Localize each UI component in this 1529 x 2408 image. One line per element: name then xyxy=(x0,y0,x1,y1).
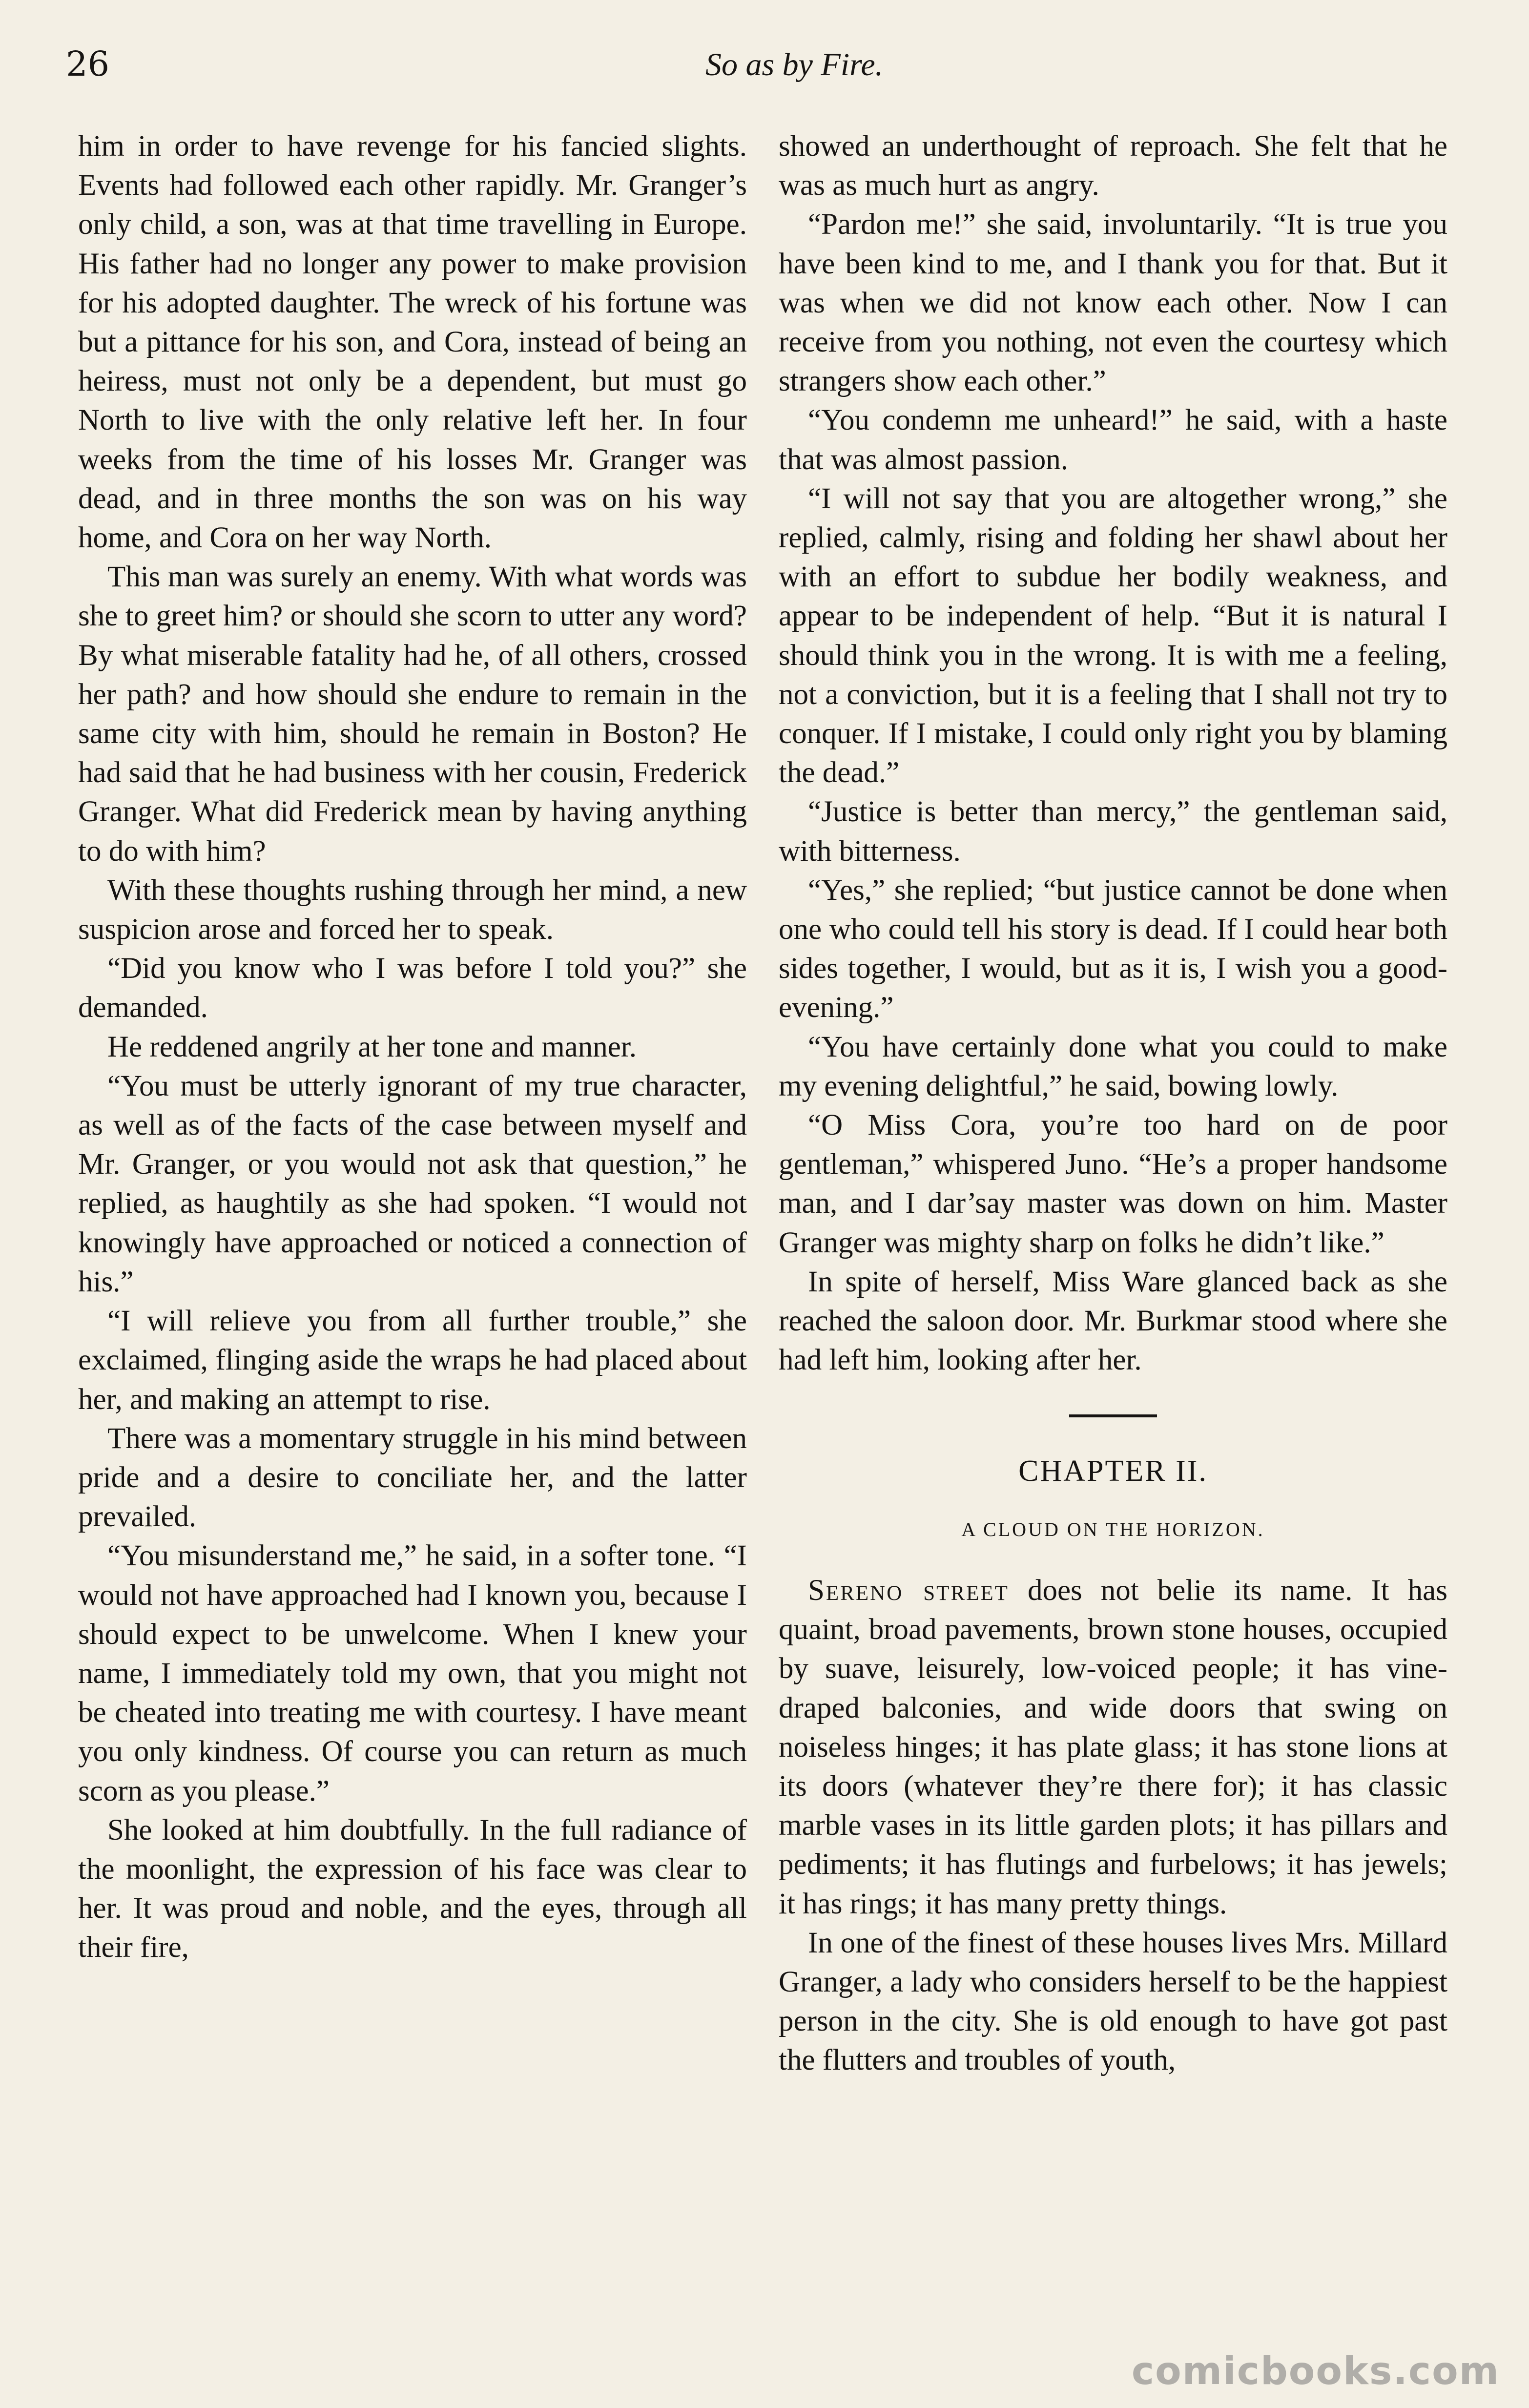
paragraph: “You must be utterly ignorant of my true character, as well as of the facts of the case between myself and Mr. Granger, or you would not ask that question,” he replied, as haughtily as she had spoken. “I would not knowingly have approached or noticed a connection of his.” xyxy=(78,1069,747,1298)
paragraph: him in order to have revenge for his fancied slights. Events had followed each other rapidly. Mr. Granger’s only child, a son, was at that time travelling in Europe. His father had no longer any power to make provision for his adopted daughter. The wreck of his fortune was but a pittance for his son, and Cora, instead of being an heiress, must not only be a dependent, but must go North to live with the only relative left her. In four weeks from the time of his losses Mr. Granger was dead, and in three months the son was on his way home, and Cora on her way North. xyxy=(78,130,747,555)
paragraph: “Justice is better than mercy,” the gentleman said, with bitterness. xyxy=(779,795,1447,868)
paragraph: “You condemn me unheard!” he said, with a haste that was almost passion. xyxy=(779,404,1447,476)
paragraph: “I will relieve you from all further trouble,” she exclaimed, flinging aside the wraps he had placed about her, and making an attempt to rise. xyxy=(78,1305,747,1416)
paragraph: “Did you know who I was before I told you?” she demanded. xyxy=(78,952,747,1024)
paragraph: “You have certainly done what you could to make my evening delightful,” he said, bowing lowly. xyxy=(779,1030,1447,1102)
paragraph: “I will not say that you are altogether wrong,” she replied, calmly, rising and folding her shawl about her with an effort to subdue her bodily weakness, and appear to be independent of help. “But it is natural I should think you in the wrong. It is with me a feeling, not a conviction, but it is a feeling that I shall not try to conquer. If I mistake, I could only right you by blaming the dead.” xyxy=(779,482,1447,789)
paragraph: This man was surely an enemy. With what words was she to greet him? or should she scorn to utter any word? By what miserable fatality had he, of all others, crossed her path? and how should she endure to remain in the same city with him, should he remain in Boston? He had said that he had business with her cousin, Frederick Granger. What did Frederick mean by having anything to do with him? xyxy=(78,560,747,868)
paragraph: In one of the finest of these houses lives Mrs. Millard Granger, a lady who considers herself to be the happiest person in the city. She is old enough to have got past the flutters and troubles of youth, xyxy=(779,1926,1447,2077)
running-head xyxy=(66,39,1443,98)
watermark: comicbooks.com xyxy=(1131,2349,1500,2393)
page-number: 26 xyxy=(66,44,110,84)
paragraph: “You misunderstand me,” he said, in a softer tone. “I would not have approached had I known you, because I should expect to be unwelcome. When I knew your name, I immediately told my own, that you might not be cheated into treating me with courtesy. I have meant you only kindness. Of course you can return as much scorn as you please.” xyxy=(78,1539,747,1807)
paragraph: He reddened angrily at her tone and manner. xyxy=(107,1030,637,1063)
paragraph: “Pardon me!” she said, involuntarily. “It is true you have been kind to me, and I thank you for that. But it was when we did not know each other. Now I can receive from you nothing, not even the courtesy which strangers show each other.” xyxy=(779,208,1447,398)
chapter-first-paragraph xyxy=(779,1571,1447,1924)
paragraph: She looked at him doubtfully. In the full radiance of the moonlight, the expression of his face was clear to her. It was proud and noble, and the eyes, through all their fire, xyxy=(78,1813,747,1964)
chapter-subtitle: A CLOUD ON THE HORIZON. xyxy=(961,1518,1265,1540)
running-title: So as by Fire. xyxy=(705,47,884,83)
chapter-lead-words: Sereno street xyxy=(808,1574,1009,1607)
paragraph: With these thoughts rushing through her mind, a new suspicion arose and forced her to speak. xyxy=(78,873,747,946)
chapter-title: CHAPTER II. xyxy=(1018,1454,1208,1488)
section-divider xyxy=(1069,1414,1157,1417)
chapter-first-paragraph-text: does not belie its name. It has quaint, broad pavements, brown stone houses, occupied by suave, leisurely, low-voiced people; it has vine-draped balconies, and wide doors that swing on noiseless hinges; it has plate glass; it has stone lions at its doors (whatever they’re there for); it has classic marble vases in its little garden plots; it has pillars and pediments; it has flutings and furbelows; it has jewels; it has rings; it has many pretty things. xyxy=(779,1574,1447,1920)
paragraph: “O Miss Cora, you’re too hard on de poor gentleman,” whispered Juno. “He’s a proper handsome man, and I dar’say master was down on him. Master Granger was mighty sharp on folks he didn’t like.” xyxy=(779,1109,1447,1259)
paragraph: showed an underthought of reproach. She felt that he was as much hurt as angry. xyxy=(779,130,1447,202)
paragraph: In spite of herself, Miss Ware glanced back as she reached the saloon door. Mr. Burkmar stood where she had left him, looking after her. xyxy=(779,1265,1447,1377)
paragraph: “Yes,” she replied; “but justice cannot be done when one who could tell his story is dead. If I could hear both sides together, I would, but as it is, I wish you a good-evening.” xyxy=(779,873,1447,1024)
paragraph: There was a momentary struggle in his mind between pride and a desire to conciliate her, and the latter prevailed. xyxy=(78,1422,747,1534)
right-column xyxy=(779,127,1447,2080)
left-column xyxy=(78,127,747,1968)
